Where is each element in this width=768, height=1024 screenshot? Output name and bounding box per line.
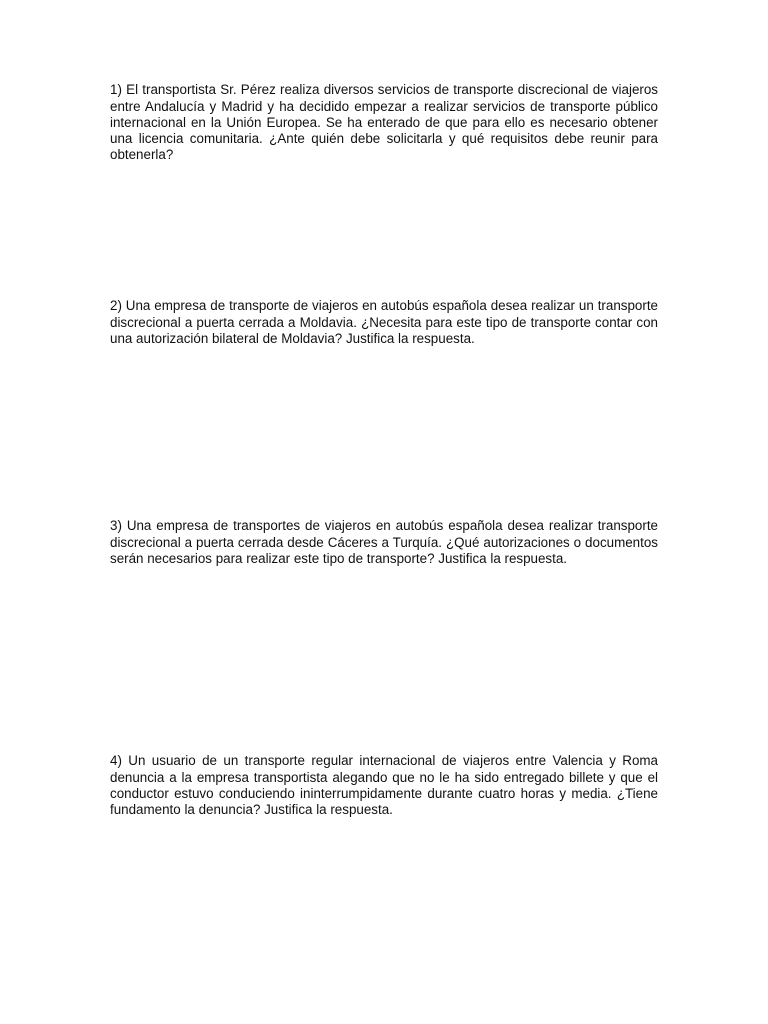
question-4: 4) Un usuario de un transporte regular internacional de viajeros entre Valencia y Roma denuncia a la empresa transportista alegando que no le ha sido entregado billete y que el conductor estuvo conduciendo ininterrumpidamente durante cuatro horas y media. ¿Tiene fundamento la denuncia? Justifica la respuesta.	[110, 753, 658, 817]
question-1: 1) El transportista Sr. Pérez realiza diversos servicios de transporte discrecional de viajeros entre Andalucía y Madrid y ha decidido empezar a realizar servicios de transporte público internacional en la Unión Europea. Se ha enterado de que para ello es necesario obtener una licencia comunitaria. ¿Ante quién debe solicitarla y qué requisitos debe reunir para obtenerla?	[110, 82, 658, 163]
question-2: 2) Una empresa de transporte de viajeros en autobús española desea realizar un transporte discrecional a puerta cerrada a Moldavia. ¿Necesita para este tipo de transporte contar con una autorización bilateral de Moldavia? Justifica la respuesta.	[110, 298, 658, 346]
question-3: 3) Una empresa de transportes de viajeros en autobús española desea realizar transporte discrecional a puerta cerrada desde Cáceres a Turquía. ¿Qué autorizaciones o documentos serán necesarios para realizar este tipo de transporte? Justifica la respuesta.	[110, 518, 658, 566]
